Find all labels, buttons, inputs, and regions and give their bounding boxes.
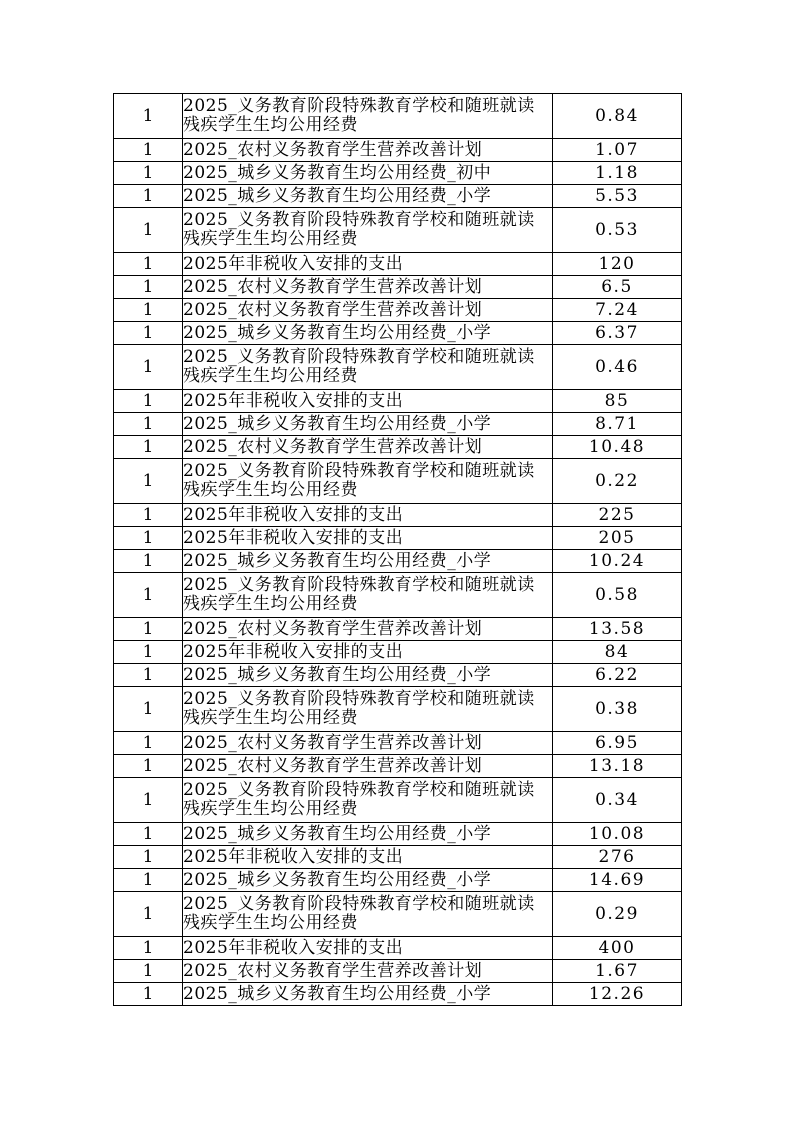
row-amount-cell: 0.34 [553, 778, 682, 823]
row-amount-cell: 6.37 [553, 322, 682, 345]
row-amount-cell: 84 [553, 641, 682, 664]
row-amount-cell: 6.5 [553, 276, 682, 299]
table-row [114, 664, 682, 687]
table-row [114, 459, 682, 504]
table-row [114, 276, 682, 299]
table-row [114, 299, 682, 322]
row-number-cell: 1 [114, 618, 183, 641]
table-row [114, 732, 682, 755]
row-item-cell: 2025_义务教育阶段特殊教育学校和随班就读残疾学生生均公用经费 [183, 687, 553, 732]
row-item-cell: 2025_城乡义务教育生均公用经费_初中 [183, 162, 553, 185]
row-number-cell: 1 [114, 94, 183, 139]
row-amount-cell: 0.53 [553, 208, 682, 253]
table-row [114, 162, 682, 185]
row-amount-cell: 10.08 [553, 823, 682, 846]
row-number-cell: 1 [114, 869, 183, 892]
table-row [114, 390, 682, 413]
table-row [114, 960, 682, 983]
row-number-cell: 1 [114, 322, 183, 345]
row-number-cell: 1 [114, 687, 183, 732]
row-number-cell: 1 [114, 504, 183, 527]
row-amount-cell: 1.18 [553, 162, 682, 185]
row-item-cell: 2025_农村义务教育学生营养改善计划 [183, 618, 553, 641]
row-amount-cell: 1.07 [553, 139, 682, 162]
row-number-cell: 1 [114, 299, 183, 322]
table-row [114, 641, 682, 664]
row-amount-cell: 5.53 [553, 185, 682, 208]
row-amount-cell: 7.24 [553, 299, 682, 322]
row-amount-cell: 400 [553, 937, 682, 960]
row-amount-cell: 0.38 [553, 687, 682, 732]
row-amount-cell: 13.58 [553, 618, 682, 641]
row-item-cell: 2025_农村义务教育学生营养改善计划 [183, 139, 553, 162]
table-row [114, 139, 682, 162]
table-row [114, 345, 682, 390]
row-amount-cell: 6.22 [553, 664, 682, 687]
row-item-cell: 2025_城乡义务教育生均公用经费_小学 [183, 983, 553, 1006]
row-amount-cell: 0.46 [553, 345, 682, 390]
row-item-cell: 2025_农村义务教育学生营养改善计划 [183, 299, 553, 322]
funding-table [113, 93, 682, 1006]
row-item-cell: 2025_农村义务教育学生营养改善计划 [183, 755, 553, 778]
row-item-cell: 2025_义务教育阶段特殊教育学校和随班就读残疾学生生均公用经费 [183, 459, 553, 504]
row-number-cell: 1 [114, 641, 183, 664]
row-number-cell: 1 [114, 664, 183, 687]
row-item-cell: 2025_义务教育阶段特殊教育学校和随班就读残疾学生生均公用经费 [183, 345, 553, 390]
row-number-cell: 1 [114, 732, 183, 755]
row-number-cell: 1 [114, 573, 183, 618]
table-body [114, 94, 682, 1006]
row-number-cell: 1 [114, 527, 183, 550]
table-row [114, 436, 682, 459]
table-row [114, 253, 682, 276]
table-row [114, 185, 682, 208]
row-amount-cell: 0.58 [553, 573, 682, 618]
row-item-cell: 2025年非税收入安排的支出 [183, 253, 553, 276]
row-item-cell: 2025_城乡义务教育生均公用经费_小学 [183, 869, 553, 892]
row-item-cell: 2025_农村义务教育学生营养改善计划 [183, 732, 553, 755]
row-number-cell: 1 [114, 139, 183, 162]
row-number-cell: 1 [114, 892, 183, 937]
row-item-cell: 2025年非税收入安排的支出 [183, 527, 553, 550]
row-item-cell: 2025_义务教育阶段特殊教育学校和随班就读残疾学生生均公用经费 [183, 208, 553, 253]
row-number-cell: 1 [114, 823, 183, 846]
table-row [114, 94, 682, 139]
row-item-cell: 2025年非税收入安排的支出 [183, 846, 553, 869]
row-number-cell: 1 [114, 185, 183, 208]
row-item-cell: 2025_义务教育阶段特殊教育学校和随班就读残疾学生生均公用经费 [183, 94, 553, 139]
row-amount-cell: 0.84 [553, 94, 682, 139]
row-amount-cell: 0.22 [553, 459, 682, 504]
row-number-cell: 1 [114, 550, 183, 573]
row-item-cell: 2025_农村义务教育学生营养改善计划 [183, 436, 553, 459]
row-number-cell: 1 [114, 253, 183, 276]
table-row [114, 778, 682, 823]
row-number-cell: 1 [114, 390, 183, 413]
row-item-cell: 2025_义务教育阶段特殊教育学校和随班就读残疾学生生均公用经费 [183, 778, 553, 823]
row-item-cell: 2025_义务教育阶段特殊教育学校和随班就读残疾学生生均公用经费 [183, 573, 553, 618]
row-item-cell: 2025_城乡义务教育生均公用经费_小学 [183, 322, 553, 345]
row-number-cell: 1 [114, 459, 183, 504]
table-row [114, 504, 682, 527]
row-number-cell: 1 [114, 983, 183, 1006]
row-number-cell: 1 [114, 937, 183, 960]
table-row [114, 618, 682, 641]
row-amount-cell: 12.26 [553, 983, 682, 1006]
row-amount-cell: 120 [553, 253, 682, 276]
table-row [114, 208, 682, 253]
row-item-cell: 2025_城乡义务教育生均公用经费_小学 [183, 823, 553, 846]
table-row [114, 892, 682, 937]
row-amount-cell: 276 [553, 846, 682, 869]
row-number-cell: 1 [114, 413, 183, 436]
row-amount-cell: 0.29 [553, 892, 682, 937]
table-row [114, 869, 682, 892]
row-amount-cell: 14.69 [553, 869, 682, 892]
table-row [114, 550, 682, 573]
row-number-cell: 1 [114, 276, 183, 299]
row-number-cell: 1 [114, 345, 183, 390]
row-item-cell: 2025_城乡义务教育生均公用经费_小学 [183, 185, 553, 208]
table-row [114, 937, 682, 960]
row-item-cell: 2025年非税收入安排的支出 [183, 504, 553, 527]
row-item-cell: 2025_城乡义务教育生均公用经费_小学 [183, 550, 553, 573]
row-amount-cell: 1.67 [553, 960, 682, 983]
row-number-cell: 1 [114, 162, 183, 185]
row-amount-cell: 6.95 [553, 732, 682, 755]
row-amount-cell: 8.71 [553, 413, 682, 436]
table-row [114, 823, 682, 846]
row-amount-cell: 225 [553, 504, 682, 527]
table-row [114, 755, 682, 778]
table-row [114, 322, 682, 345]
row-item-cell: 2025_城乡义务教育生均公用经费_小学 [183, 664, 553, 687]
row-item-cell: 2025_城乡义务教育生均公用经费_小学 [183, 413, 553, 436]
row-number-cell: 1 [114, 960, 183, 983]
row-item-cell: 2025年非税收入安排的支出 [183, 937, 553, 960]
row-number-cell: 1 [114, 436, 183, 459]
row-amount-cell: 205 [553, 527, 682, 550]
table-row [114, 846, 682, 869]
table-row [114, 687, 682, 732]
row-item-cell: 2025_义务教育阶段特殊教育学校和随班就读残疾学生生均公用经费 [183, 892, 553, 937]
row-item-cell: 2025_农村义务教育学生营养改善计划 [183, 276, 553, 299]
table-row [114, 527, 682, 550]
row-amount-cell: 85 [553, 390, 682, 413]
table-row [114, 983, 682, 1006]
table-row [114, 573, 682, 618]
row-amount-cell: 10.48 [553, 436, 682, 459]
row-number-cell: 1 [114, 778, 183, 823]
row-number-cell: 1 [114, 846, 183, 869]
row-item-cell: 2025年非税收入安排的支出 [183, 390, 553, 413]
row-item-cell: 2025年非税收入安排的支出 [183, 641, 553, 664]
row-amount-cell: 10.24 [553, 550, 682, 573]
table-row [114, 413, 682, 436]
row-item-cell: 2025_农村义务教育学生营养改善计划 [183, 960, 553, 983]
row-amount-cell: 13.18 [553, 755, 682, 778]
row-number-cell: 1 [114, 755, 183, 778]
row-number-cell: 1 [114, 208, 183, 253]
